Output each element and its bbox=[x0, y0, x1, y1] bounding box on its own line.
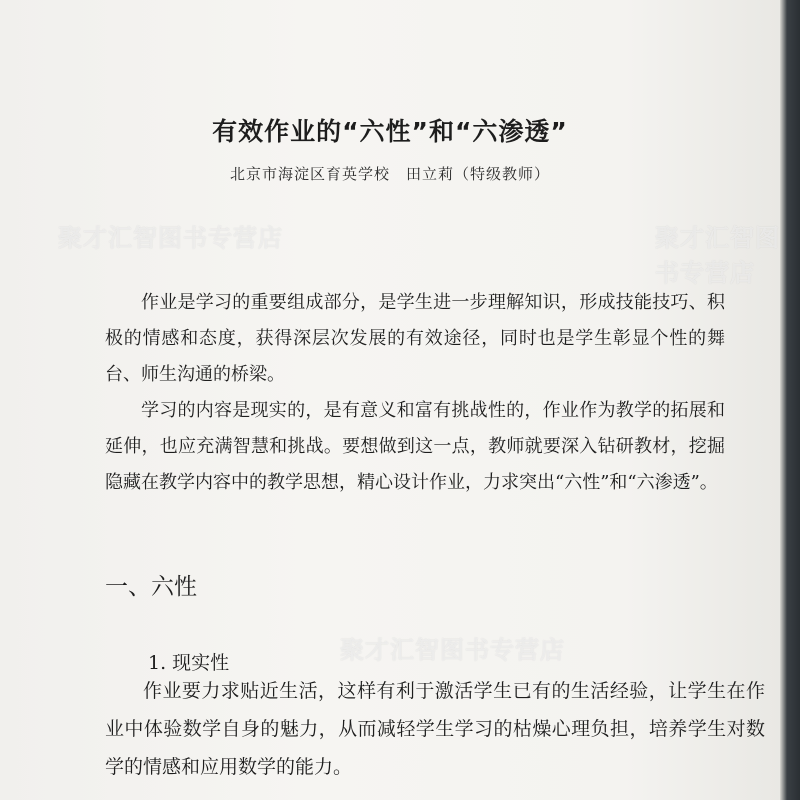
watermark-left: 聚才汇智图书专营店 bbox=[58, 224, 283, 252]
watermark-right: 聚才汇智图书专营店 bbox=[655, 224, 780, 287]
page-edge bbox=[780, 0, 800, 800]
watermark-center: 聚才汇智图书专营店 bbox=[340, 636, 565, 664]
paragraph-2: 学习的内容是现实的，是有意义和富有挑战性的，作业作为教学的拓展和延伸，也应充满智慧和挑战。要想做到这一点，教师就要深入钻研教材，挖掘隐藏在教学内容中的教学思想，精心设计作业，力求突出“六性”和“六渗透”。 bbox=[105, 400, 725, 493]
subsection-heading: 1. 现实性 bbox=[148, 652, 230, 674]
section-paragraph: 作业要力求贴近生活，这样有利于激活学生已有的生活经验，让学生在作业中体验数学自身的魅力，从而减轻学生学习的枯燥心理负担，培养学生对数学的情感和应用数学的能力。 bbox=[105, 680, 765, 778]
section-heading: 一、六性 bbox=[105, 574, 197, 600]
author-byline: 北京市海淀区育英学校 田立莉（特级教师） bbox=[229, 165, 550, 183]
article-title: 有效作业的“六性”和“六渗透” bbox=[212, 117, 568, 146]
paragraph-1: 作业是学习的重要组成部分，是学生进一步理解知识，形成技能技巧、积极的情感和态度，获得深层次发展的有效途径，同时也是学生彰显个性的舞台、师生沟通的桥梁。 bbox=[105, 292, 725, 385]
